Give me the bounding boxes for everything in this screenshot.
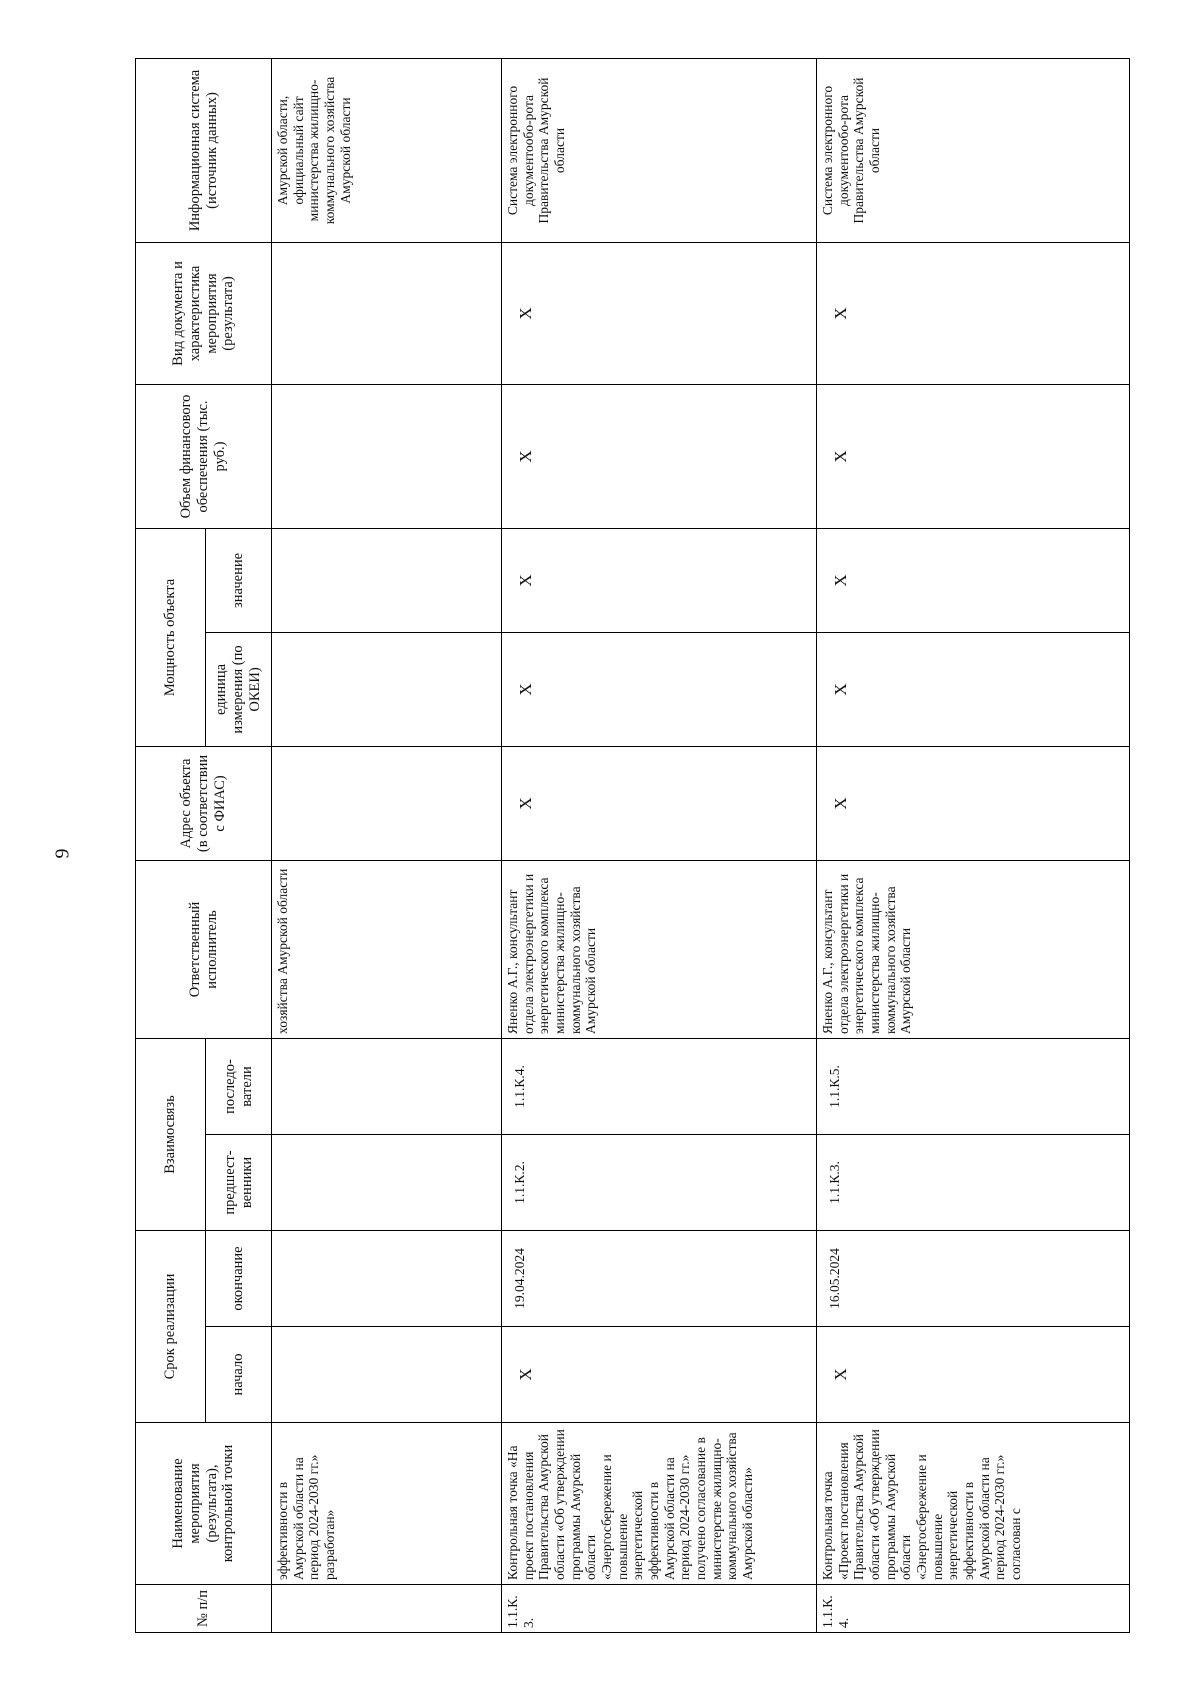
cell-finance	[272, 384, 502, 528]
header-row-1	[136, 58, 206, 1632]
table-row	[817, 58, 1130, 1632]
cell-info-system: Амурской области, официальный сайт министерства жилищно-коммунального хозяйства Амурской области	[272, 58, 502, 242]
cell-pred: 1.1.К.2.	[502, 1135, 817, 1231]
table-row	[272, 58, 502, 1632]
cell-pred: 1.1.К.3.	[817, 1135, 1130, 1231]
header-end: окончание	[206, 1231, 272, 1327]
cell-name: Контрольная точка «Проект постановления Правительства Амурской области «Об утверждении программы Амурской области «Энергосбережение и повышение энергетической эффективности в Амурской области на период 2024-2030 гг.» согласован с	[817, 1423, 1130, 1585]
plan-table	[135, 58, 1130, 1633]
cell-responsible: Яненко А.Г., консультант отдела электроэнергетики и энергетического комплекса министерства жилищно-коммунального хозяйства Амурской области	[502, 860, 817, 1038]
header-document: Вид документа и характеристика мероприятия (результата)	[136, 242, 272, 384]
cell-info-system: Система электронного документообо-рота Правительства Амурской области	[817, 58, 1130, 242]
header-finance: Объем финансового обеспечения (тыс. руб.)	[136, 384, 272, 528]
cell-value: X	[817, 528, 1130, 632]
cell-document: X	[817, 242, 1130, 384]
cell-num	[272, 1585, 502, 1633]
cell-finance: X	[502, 384, 817, 528]
cell-finance: X	[817, 384, 1130, 528]
cell-num: 1.1.К.4.	[817, 1585, 1130, 1633]
cell-num: 1.1.К.3.	[502, 1585, 817, 1633]
header-name: Наименование мероприятия (результата), контрольной точки	[136, 1423, 272, 1585]
cell-value: X	[502, 528, 817, 632]
header-term: Срок реализации	[136, 1231, 206, 1423]
cell-address: X	[817, 746, 1130, 860]
cell-succ: 1.1.К.5.	[817, 1038, 1130, 1134]
cell-info-system: Система электронного документообо-рота Правительства Амурской области	[502, 58, 817, 242]
cell-start	[272, 1327, 502, 1423]
cell-document: X	[502, 242, 817, 384]
cell-address: X	[502, 746, 817, 860]
cell-end	[272, 1231, 502, 1327]
header-address: Адрес объекта (в соответствии с ФИАС)	[136, 746, 272, 860]
header-responsible: Ответственный исполнитель	[136, 860, 272, 1038]
header-link: Взаимосвязь	[136, 1038, 206, 1230]
header-num: № п/п	[136, 1585, 272, 1633]
cell-responsible: Яненко А.Г., консультант отдела электроэнергетики и энергетического комплекса министерства жилищно-коммунального хозяйства Амурской области	[817, 860, 1130, 1038]
rotated-page	[135, 59, 1129, 1633]
cell-address	[272, 746, 502, 860]
cell-unit	[272, 632, 502, 746]
header-value: значение	[206, 528, 272, 632]
header-predecessors: предшест-венники	[206, 1135, 272, 1231]
cell-pred	[272, 1135, 502, 1231]
cell-responsible: хозяйства Амурской области	[272, 860, 502, 1038]
table-row	[502, 58, 817, 1632]
cell-unit: X	[502, 632, 817, 746]
cell-end: 19.04.2024	[502, 1231, 817, 1327]
header-info-system: Информационная система (источник данных)	[136, 58, 272, 242]
cell-succ: 1.1.К.4.	[502, 1038, 817, 1134]
page-number: 9	[51, 848, 74, 859]
header-power: Мощность объекта	[136, 528, 206, 746]
cell-value	[272, 528, 502, 632]
header-start: начало	[206, 1327, 272, 1423]
cell-start: X	[502, 1327, 817, 1423]
cell-document	[272, 242, 502, 384]
cell-succ	[272, 1038, 502, 1134]
cell-unit: X	[817, 632, 1130, 746]
header-unit: единица измерения (по ОКЕИ)	[206, 632, 272, 746]
header-successors: последо-ватели	[206, 1038, 272, 1134]
cell-name: Контрольная точка «На проект постановления Правительства Амурской области «Об утверждении программы Амурской области «Энергосбережение и повышение энергетической эффективности в Амурской области на период 2024-2030 гг.» получено согласование в министерстве жилищно-коммунального хозяйства Амурской области»	[502, 1423, 817, 1585]
cell-start: X	[817, 1327, 1130, 1423]
cell-end: 16.05.2024	[817, 1231, 1130, 1327]
cell-name: эффективности в Амурской области на период 2024-2030 гг.» разработан»	[272, 1423, 502, 1585]
